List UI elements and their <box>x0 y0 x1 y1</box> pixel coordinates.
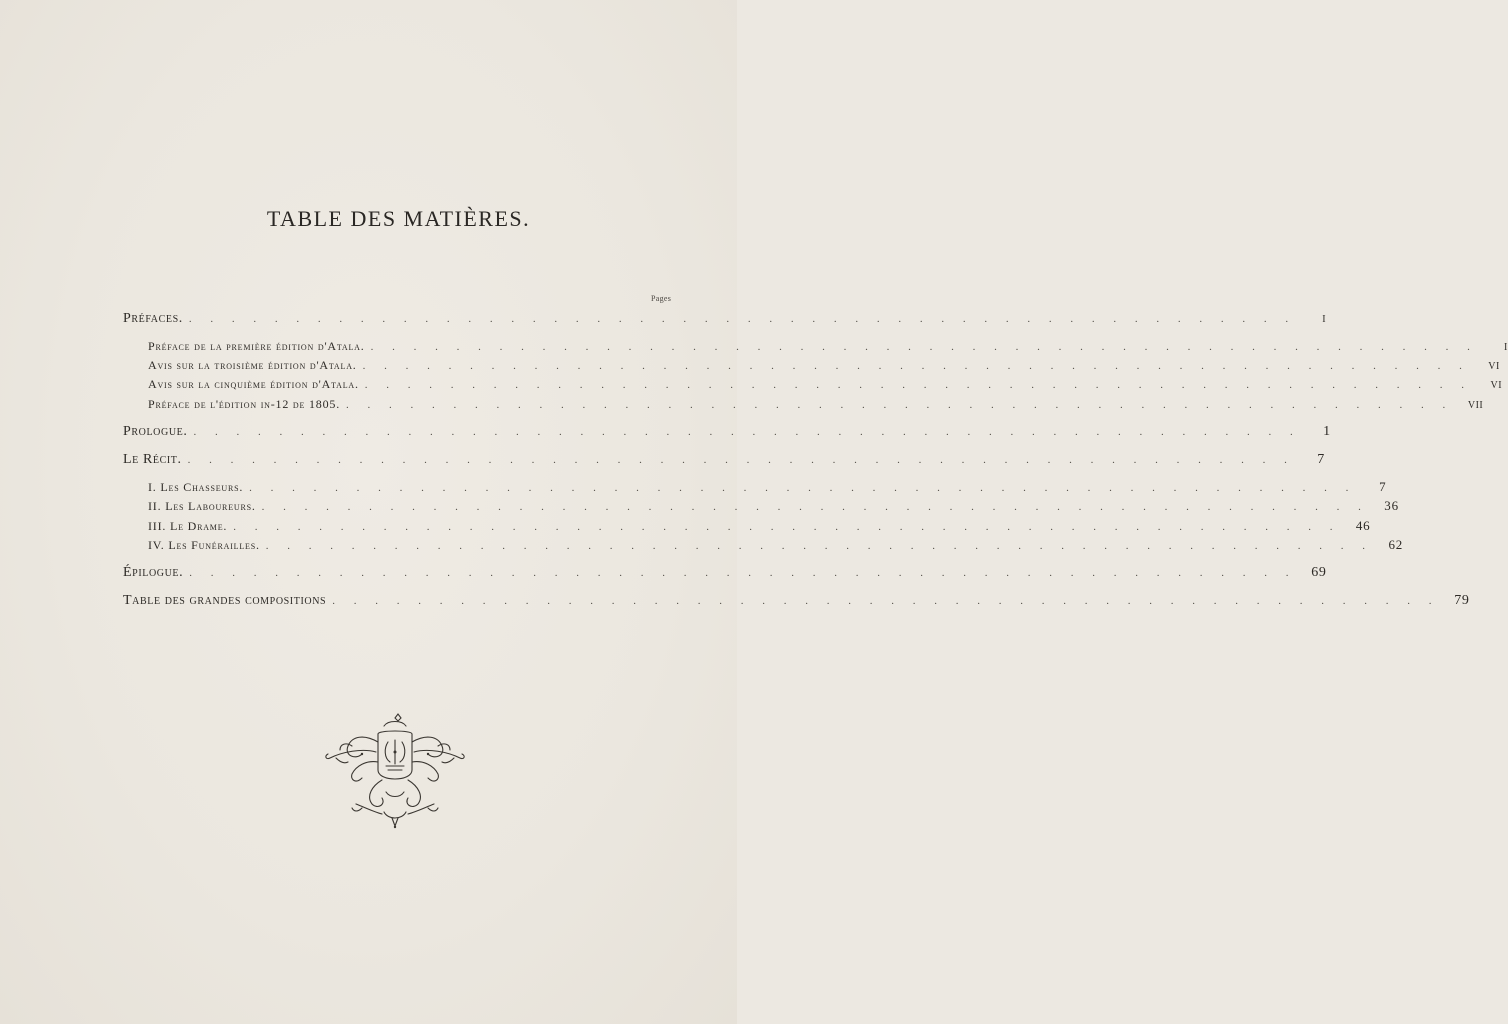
toc-entry-label: Préface de la première édition d'Atala. <box>148 339 365 353</box>
toc-entry-page: VI <box>1488 361 1500 372</box>
toc-entry-le-drame <box>148 518 1371 538</box>
toc-entry-page: VI <box>1490 380 1503 391</box>
toc-entry-label: Préface de l'édition in-12 de 1805. <box>148 397 340 411</box>
toc-entry-label: II. Les Laboureurs. <box>148 499 256 513</box>
toc-entry-les-chasseurs <box>148 479 1387 499</box>
toc-entry-les-laboureurs <box>148 498 1399 518</box>
toc-entry-label: I. Les Chasseurs. <box>148 480 244 494</box>
dot-leader: . . . . . . . . . . . . . . . . . . . . . . . . . . . . . . . . . . . . . . . . . . . . . . . . . . . . <box>364 379 1473 391</box>
toc-entry-prologue <box>123 424 1331 444</box>
toc-entry-table-grandes-compositions <box>123 593 1470 613</box>
toc-entry-label: Préfaces. <box>123 311 183 326</box>
dot-leader: . . . . . . . . . . . . . . . . . . . . . . . . . . . . . . . . . . . . . . . . . . . . . . . . . . . . <box>188 313 1297 325</box>
toc-entry-label: III. Le Drame. <box>148 519 228 533</box>
dot-leader: . . . . . . . . . . . . . . . . . . . . . . . . . . . . . . . . . . . . . . . . . . . . . . . . . . . . <box>265 540 1374 552</box>
toc-entry-label: Épilogue. <box>123 565 184 580</box>
toc-entry-prefaces <box>123 311 1327 331</box>
pages-column-label: Pages <box>651 294 672 303</box>
toc-entry-page: 69 <box>1311 565 1327 580</box>
toc-entry-page: 62 <box>1388 537 1404 552</box>
page-title: TABLE DES MATIÈRES. <box>266 206 531 231</box>
dot-leader: . . . . . . . . . . . . . . . . . . . . . . . . . . . . . . . . . . . . . . . . . . . . . . . . . . . . <box>193 426 1301 438</box>
toc-entry-label: Table des grandes compositions <box>123 593 327 608</box>
toc-entry-label: IV. Les Funérailles. <box>148 538 260 552</box>
toc-entry-page: 46 <box>1355 518 1371 533</box>
toc-entry-avis-troisieme-edition <box>148 358 1500 378</box>
toc-entry-label: Avis sur la cinquième édition d'Atala. <box>148 377 359 391</box>
dot-leader: . . . . . . . . . . . . . . . . . . . . . . . . . . . . . . . . . . . . . . . . . . . . . . . . . . . . <box>362 360 1470 372</box>
dot-leader: . . . . . . . . . . . . . . . . . . . . . . . . . . . . . . . . . . . . . . . . . . . . . . . . . . . . <box>332 595 1440 607</box>
toc-entry-preface-in12 <box>148 397 1484 417</box>
dot-leader: . . . . . . . . . . . . . . . . . . . . . . . . . . . . . . . . . . . . . . . . . . . . . . . . . . . . <box>346 399 1454 411</box>
dot-leader: . . . . . . . . . . . . . . . . . . . . . . . . . . . . . . . . . . . . . . . . . . . . . . . . . . . . <box>189 567 1297 579</box>
toc-entry-page: 36 <box>1384 498 1399 513</box>
toc-entry-label: Le Récit. <box>123 452 182 467</box>
toc-entry-epilogue <box>123 565 1327 585</box>
toc-entry-label: Avis sur la troisième édition d'Atala. <box>148 358 357 372</box>
toc-entry-le-recit <box>123 452 1325 472</box>
dot-leader: . . . . . . . . . . . . . . . . . . . . . . . . . . . . . . . . . . . . . . . . . . . . . . . . . . . . <box>261 501 1369 513</box>
dot-leader: . . . . . . . . . . . . . . . . . . . . . . . . . . . . . . . . . . . . . . . . . . . . . . . . . . . . <box>370 341 1478 353</box>
toc-entry-page: I <box>1322 314 1327 325</box>
toc-entry-page: 1 <box>1323 424 1331 439</box>
toc-entry-page: 7 <box>1317 452 1325 467</box>
toc-entry-page: 79 <box>1454 593 1470 608</box>
monogram-cartouche-ornament-icon <box>322 712 468 830</box>
toc-entry-label: Prologue. <box>123 424 188 439</box>
toc-entry-page: I <box>1503 342 1508 353</box>
toc-entry-page: VII <box>1467 400 1484 411</box>
dot-leader: . . . . . . . . . . . . . . . . . . . . . . . . . . . . . . . . . . . . . . . . . . . . . . . . . . . . <box>187 454 1295 466</box>
toc-entry-les-funerailles <box>148 537 1404 557</box>
toc-entry-preface-premiere-edition <box>148 339 1508 359</box>
dot-leader: . . . . . . . . . . . . . . . . . . . . . . . . . . . . . . . . . . . . . . . . . . . . . . . . . . . . <box>249 482 1357 494</box>
toc-entry-page: 7 <box>1379 479 1387 494</box>
dot-leader: . . . . . . . . . . . . . . . . . . . . . . . . . . . . . . . . . . . . . . . . . . . . . . . . . . . . <box>233 521 1341 533</box>
toc-entry-avis-cinquieme-edition <box>148 377 1503 397</box>
